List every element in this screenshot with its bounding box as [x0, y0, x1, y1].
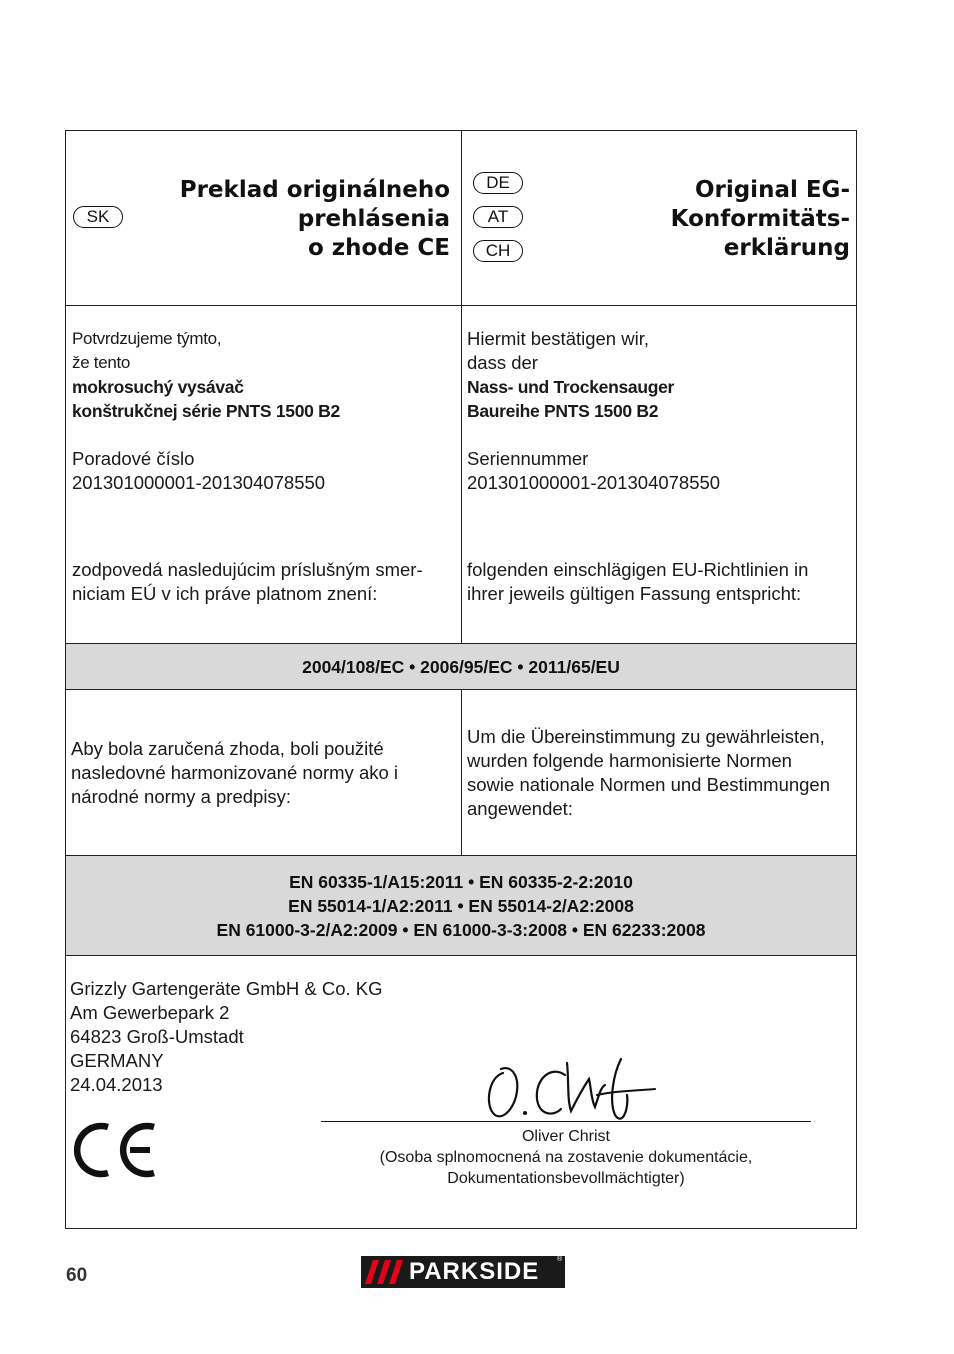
- company-street: Am Gewerbepark 2: [70, 1002, 230, 1023]
- declaration-date: 24.04.2013: [70, 1074, 163, 1095]
- standards-line: EN 60335-1/A15:2011 • EN 60335-2-2:2010: [289, 872, 633, 892]
- row-divider: [66, 689, 856, 690]
- signature-line: [321, 1121, 811, 1122]
- language-badge-at: AT: [473, 206, 523, 228]
- de-title: Original EG- Konformitäts- erklärung: [670, 177, 850, 261]
- ce-mark-icon: [72, 1119, 158, 1181]
- language-badge-ch: CH: [473, 240, 523, 262]
- logo-stripes-icon: [365, 1260, 405, 1284]
- de-serial-value: 201301000001-201304078550: [467, 472, 721, 493]
- page-number: 60: [66, 1265, 88, 1286]
- sk-product-name: mokrosuchý vysávač: [72, 377, 244, 397]
- row-divider: [66, 855, 856, 856]
- standards-list: [66, 870, 856, 942]
- sk-serial-value: 201301000001-201304078550: [72, 472, 326, 493]
- column-divider: [461, 131, 462, 643]
- de-product-name: Nass- und Trockensauger: [467, 377, 675, 397]
- company-name: Grizzly Gartengeräte GmbH & Co. KG: [70, 978, 383, 999]
- sk-directive-text: zodpovedá nasledujúcim príslušným smer- niciam EÚ v ich práve platnom znení:: [72, 559, 423, 604]
- signatory-block: [321, 1126, 811, 1189]
- de-norms-text: Um die Übereinstimmung zu gewährleisten, wurden folgende harmonisierte Normen sowie nationale Normen und Bestimmungen angewendet:: [467, 726, 831, 819]
- de-intro: Hiermit bestätigen wir, dass der Nass- und Trockensauger Baureihe PNTS 1500 B2 Seriennummer 201301000001-201304078550: [467, 328, 721, 493]
- sk-serial-label: Poradové číslo: [72, 448, 195, 469]
- row-divider: [66, 955, 856, 956]
- sk-product-series: konštrukčnej série PNTS 1500 B2: [72, 401, 340, 421]
- standards-line: EN 61000-3-2/A2:2009 • EN 61000-3-3:2008 • EN 62233:2008: [216, 920, 706, 940]
- company-country: GERMANY: [70, 1050, 164, 1071]
- signatory-role: (Osoba splnomocnená na zostavenie dokumentácie,: [379, 1149, 753, 1166]
- signature-icon: [481, 1051, 661, 1131]
- signatory-name: Oliver Christ: [521, 1128, 610, 1145]
- sk-intro: Potvrdzujeme týmto, že tento mokrosuchý vysávač konštrukčnej série PNTS 1500 B2 Poradové číslo 201301000001-201304078550: [72, 329, 340, 493]
- de-directive-text: folgenden einschlägigen EU-Richtlinien in ihrer jeweils gültigen Fassung entspricht:: [467, 559, 809, 604]
- parkside-logo: [361, 1256, 565, 1288]
- de-product-series: Baureihe PNTS 1500 B2: [467, 401, 659, 421]
- brand-name: PARKSIDE: [409, 1258, 540, 1285]
- row-divider: [66, 305, 856, 306]
- language-badge-de: DE: [473, 172, 523, 194]
- declaration-table: [65, 130, 857, 1229]
- column-divider: [461, 689, 462, 855]
- standards-line: EN 55014-1/A2:2011 • EN 55014-2/A2:2008: [288, 896, 634, 916]
- registered-mark: ®: [557, 1256, 563, 1263]
- company-city: 64823 Groß-Umstadt: [70, 1026, 244, 1047]
- row-divider: [66, 643, 856, 644]
- sk-norms-text: Aby bola zaručená zhoda, boli použité nasledovné harmonizované normy ako i národné normy a predpisy:: [71, 738, 399, 807]
- de-serial-label: Seriennummer: [467, 448, 589, 469]
- language-badge-sk: SK: [73, 206, 123, 228]
- directives-list: 2004/108/EC • 2006/95/EC • 2011/65/EU: [302, 657, 620, 677]
- company-address: [70, 977, 383, 1097]
- signatory-role: Dokumentationsbevollmächtigter): [447, 1170, 685, 1187]
- sk-title: Preklad originálneho prehlásenia o zhode CE: [179, 177, 450, 261]
